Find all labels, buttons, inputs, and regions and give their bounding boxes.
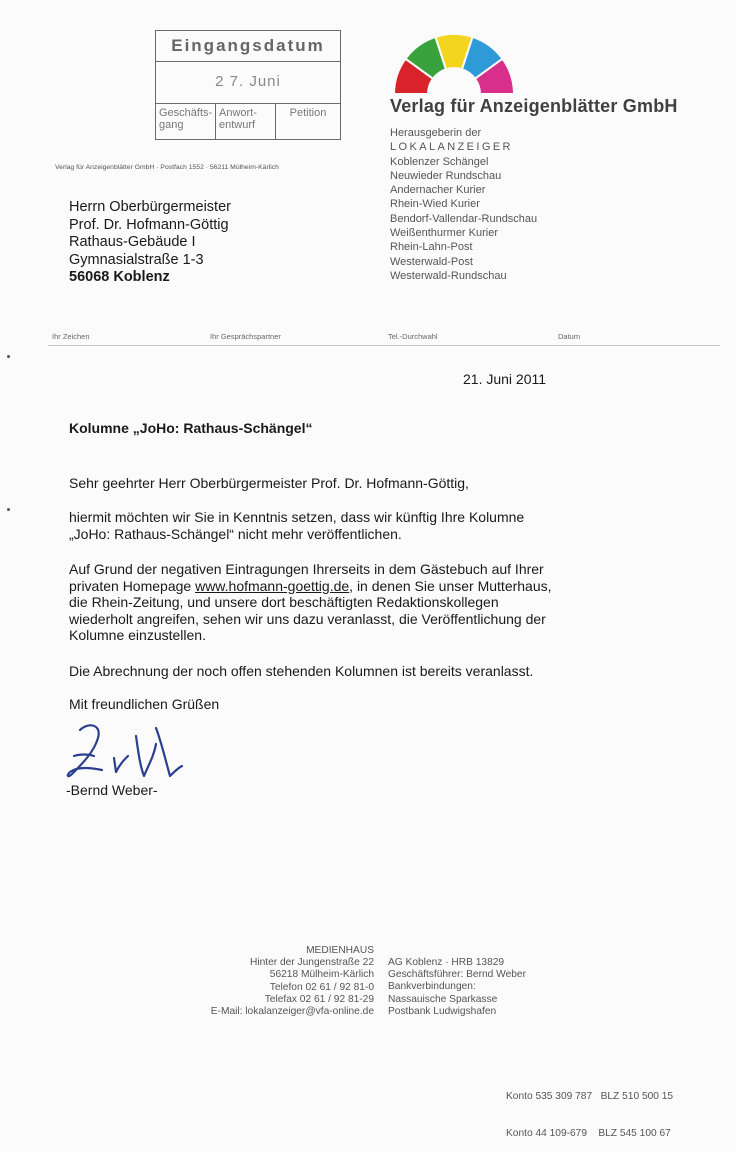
footer-line: Konto 44 109-679 BLZ 545 100 67 (506, 1127, 671, 1139)
recipient-line: Rathaus-Gebäude I (69, 234, 196, 250)
publisher-item: Rhein-Lahn-Post (390, 241, 473, 254)
publisher-intro: Herausgeberin der (390, 127, 482, 139)
footer-bank (506, 957, 673, 1152)
paragraph-line: die Rhein-Zeitung, und unsere dort beschäftigten Redaktionskollegen (69, 594, 499, 610)
paragraph-line: wiederholt angreifen, sehen wir uns dazu veranlasst, die Veröffentlichung der (69, 610, 546, 627)
closing: Mit freundlichen Grüßen (69, 696, 220, 712)
paragraph-1 (69, 509, 669, 542)
footer-line: AG Koblenz · HRB 13829 (388, 957, 505, 968)
publisher-item: Weißenthurmer Kurier (390, 227, 498, 240)
ref-label-ihr-zeichen: Ihr Zeichen (52, 332, 90, 341)
recipient-line: Prof. Dr. Hofmann-Göttig (69, 216, 229, 233)
footer-line: Hinter der Jungenstraße 22 (249, 957, 374, 969)
footer-contact (211, 945, 374, 1018)
publisher-item: Rhein-Wied Kurier (390, 198, 480, 211)
footer-line: Konto 535 309 787 BLZ 510 500 15 (506, 1091, 674, 1103)
footer-line: Geschäftsführer: Bernd Weber (388, 969, 526, 981)
footer-line: 56218 Mülheim-Kärlich (269, 969, 374, 981)
company-name: Verlag für Anzeigenblätter GmbH (390, 96, 678, 116)
publisher-item: Bendorf-Vallendar-Rundschau (390, 212, 538, 225)
ref-label-gespraechspartner: Ihr Gesprächspartner (210, 332, 281, 341)
publisher-item: Andernacher Kurier (390, 184, 486, 197)
recipient-line: Herrn Oberbürgermeister (69, 199, 231, 215)
footer-line: MEDIENHAUS (306, 945, 374, 956)
footer-line (506, 1018, 673, 1030)
salutation: Sehr geehrter Herr Oberbürgermeister Prof. Dr. Hofmann-Göttig, (69, 475, 469, 491)
fold-mark (7, 508, 10, 511)
paragraph-line (69, 578, 669, 595)
company-logo-icon (389, 32, 519, 96)
text-segment: privaten Homepage (69, 577, 196, 594)
recipient-address (69, 199, 231, 287)
text-segment: , in denen Sie unser Mutterhaus, (349, 577, 552, 594)
publisher-item: Koblenzer Schängel (390, 155, 489, 168)
paragraph-line: hiermit möchten wir Sie in Kenntnis setzen, dass wir künftig Ihre Kolumne (69, 509, 525, 525)
publisher-lokalanzeiger: LOKALANZEIGER (390, 141, 513, 154)
ref-label-datum: Datum (558, 332, 581, 341)
incoming-date-stamp (155, 30, 341, 140)
paragraph-2 (69, 561, 669, 644)
paragraph-line: „JoHo: Rathaus-Schängel“ nicht mehr veröffentlichen. (69, 525, 402, 542)
stamp-date: 2 7. Juni (156, 61, 340, 104)
footer-line: Telefon 02 61 / 92 81-0 (269, 981, 374, 993)
publisher-item: Westerwald-Post (390, 255, 473, 268)
footer-line (506, 1055, 673, 1067)
homepage-link[interactable]: www.hofmann-goettig.de (195, 577, 350, 594)
footer-line: Nassauische Sparkasse (388, 993, 498, 1005)
signer-name: -Bernd Weber- (66, 782, 158, 798)
recipient-line: Gymnasialstraße 1-3 (69, 251, 204, 268)
signature-icon (58, 716, 188, 782)
publisher-item: Westerwald-Rundschau (390, 269, 507, 282)
footer-line: Telefax 02 61 / 92 81-29 (264, 993, 374, 1005)
punch-mark (7, 355, 10, 358)
reference-divider (48, 345, 720, 346)
stamp-cells (156, 103, 340, 139)
letter-subject: Kolumne „JoHo: Rathaus-Schängel“ (69, 420, 313, 436)
stamp-cell-antwortentwurf: Anwort- entwurf (216, 103, 276, 139)
letter-date: 21. Juni 2011 (463, 371, 547, 387)
ref-label-durchwahl: Tel.-Durchwahl (388, 332, 438, 341)
footer-line: Postbank Ludwigshafen (388, 1005, 497, 1017)
footer-line: E-Mail: lokalanzeiger@vfa-online.de (210, 1006, 374, 1018)
paragraph-line: Kolumne einzustellen. (69, 627, 206, 643)
footer-line (506, 981, 673, 993)
footer-line: Bankverbindungen: (388, 981, 476, 993)
paragraph-3: Die Abrechnung der noch offen stehenden Kolumnen ist bereits veranlasst. (69, 663, 534, 679)
stamp-cell-petition: Petition (289, 107, 327, 119)
stamp-title: Eingangsdatum (156, 31, 340, 62)
recipient-city: 56068 Koblenz (69, 269, 170, 285)
publisher-list (390, 126, 537, 283)
publisher-item: Neuwieder Rundschau (390, 169, 502, 182)
paragraph-line: Auf Grund der negativen Eintragungen Ihrerseits in dem Gästebuch auf Ihrer (69, 561, 544, 577)
stamp-cell-geschaeftsgang: Geschäfts- gang (156, 103, 216, 139)
return-address: Verlag für Anzeigenblätter GmbH · Postfach 1552 · 56211 Mülheim-Kärlich (55, 164, 279, 171)
